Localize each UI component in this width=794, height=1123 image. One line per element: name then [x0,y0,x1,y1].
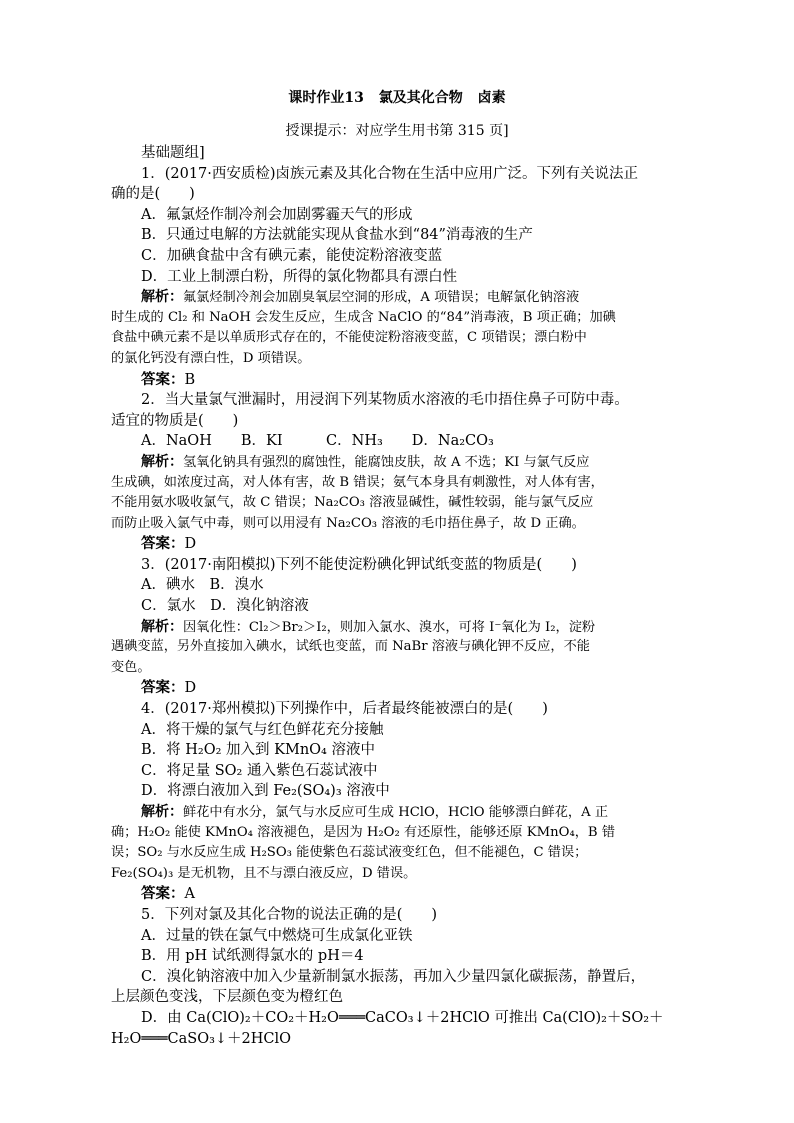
answer-label: 答案： [141,679,185,697]
line-text: 食盐中碘元素不是以单质形式存在的，不能使淀粉溶液变蓝，C 项错误；漂白粉中 [111,330,587,346]
line-text: H₂O═══CaSO₃↓＋2HClO [111,1030,292,1047]
text-line [111,596,685,617]
line-text: A．氟氯烃作制冷剂会加剧雾霾天气的形成 [141,206,413,223]
line-text: D．工业上制漂白粉，所得的氯化物都具有漂白性 [141,268,458,285]
text-line [111,246,685,267]
text-line [111,946,685,967]
line-text: 遇碘变蓝，另外直接加入碘水，试纸也变蓝，而 NaBr 溶液与碘化钾不反应，不能 [111,639,590,655]
text-line [111,905,685,926]
text-line [111,308,685,329]
answer-label: 答案： [141,535,185,553]
line-text: 时生成的 Cl₂ 和 NaOH 会发生反应，生成含 NaClO 的“84”消毒液，B 项正确；加碘 [111,309,616,325]
answer-label: 答案： [141,370,185,388]
text-line [111,534,685,555]
text-line [111,926,685,947]
line-text: 5．下列对氯及其化合物的说法正确的是( ) [141,906,438,923]
text-line [111,205,685,226]
text-line [111,287,685,308]
explanation-label: 解析： [141,804,183,820]
explanation-label: 解析： [141,618,183,635]
line-text: 鲜花中有水分，氯气与水反应可生成 HClO，HClO 能够漂白鲜花，A 正 [183,805,609,820]
text-line [111,678,685,699]
title-assignment: 课时作业13 [288,90,364,106]
line-text: 氟氯烃制冷剂会加剧臭氧层空洞的形成，A 项错误；电解氯化钠溶液 [183,290,580,306]
text-line [111,740,685,761]
text-line [111,658,685,679]
line-text: C．溴化钠溶液中加入少量新制氯水振荡，再加入少量四氯化碳振荡，静置后， [141,968,646,985]
text-line [111,390,685,411]
line-text: C．加碘食盐中含有碘元素，能使淀粉溶液变蓝 [141,247,443,264]
text-line [111,514,685,535]
explanation-label: 解析： [141,289,183,306]
line-text: A．NaOH B．KI C．NH₃ D．Na₂CO₃ [141,433,494,450]
text-line [111,452,685,473]
text-line [111,555,685,576]
text-line [111,411,685,432]
text-line [111,1008,685,1029]
text-line [111,823,685,844]
text-line [111,843,685,864]
text-line [111,802,685,823]
line-text: C．氯水 D．溴化钠溶液 [141,598,309,615]
line-text: A．过量的铁在氯气中燃烧可生成氯化亚铁 [141,927,413,944]
answer-label: 答案： [141,885,185,903]
line-text: D [184,536,197,553]
line-text: B．只通过电解的方法就能实现从食盐水到“84”消毒液的生产 [141,227,533,244]
text-line [111,884,685,905]
text-line [111,720,685,741]
text-line [111,143,685,164]
title-topic: 氯及其化合物 [378,90,463,106]
line-text: 生成碘，如浓度过高，对人体有害，故 B 错误；氨气本身具有刺激性，对人体有害， [111,474,604,490]
text-line [111,699,685,720]
line-text: 上层颜色变浅，下层颜色变为橙红色 [111,989,343,1006]
text-line [111,987,685,1008]
text-line [111,967,685,988]
text-line [111,575,685,596]
text-line [111,473,685,494]
line-text: D．由 Ca(ClO)₂＋CO₂＋H₂O═══CaCO₃↓＋2HClO 可推出 Ca(ClO)₂＋SO₂＋ [141,1009,664,1026]
text-line [111,267,685,288]
line-text: 误；SO₂ 与水反应生成 H₂SO₃ 能使紫色石蕊试液变红色，但不能褪色，C 错误； [111,845,588,861]
text-line [111,493,685,514]
text-line [111,349,685,370]
line-text: D．将漂白液加入到 Fe₂(SO₄)₃ 溶液中 [141,783,390,800]
text-line [111,225,685,246]
question-content [111,143,685,1049]
line-text: 适宜的物质是( ) [111,412,239,429]
text-line [111,431,685,452]
line-text: 确；H₂O₂ 能使 KMnO₄ 溶液褪色，是因为 H₂O₂ 有还原性，能够还原 KMnO₄，B 错 [111,824,616,840]
line-text: 的氯化钙没有漂白性，D 项错误。 [111,350,311,366]
line-text: 不能用氨水吸收氯气，故 C 错误；Na₂CO₃ 溶液显碱性，碱性较弱，能与氯气反应 [111,495,594,511]
line-text: C．将足量 SO₂ 通入紫色石蕊试液中 [141,762,378,779]
text-line [111,617,685,638]
line-text: 1．(2017·西安质检)卤族元素及其化合物在生活中应用广泛。下列有关说法正 [141,165,639,182]
text-line [111,1029,685,1050]
line-text: 因氧化性：Cl₂＞Br₂＞I₂，则加入氯水、溴水，可将 I⁻氧化为 I₂，淀粉 [183,619,596,635]
line-text: 变色。 [111,659,151,675]
line-text: A [184,886,195,903]
line-text: B．用 pH 试纸测得氯水的 pH＝4 [141,948,364,965]
text-line [111,864,685,885]
line-text: 3．(2017·南阳模拟)下列不能使淀粉碘化钾试纸变蓝的物质是( ) [141,556,577,573]
line-text: 氢氧化钠具有强烈的腐蚀性，能腐蚀皮肤，故 A 不选；KI 与氯气反应 [183,454,590,470]
line-text: A．将干燥的氯气与红色鲜花充分接触 [141,721,384,738]
page-title [0,87,794,107]
text-line [111,184,685,205]
teaching-hint: 授课提示：对应学生用书第 315 页] [285,123,509,139]
line-text: B [184,371,196,388]
line-text: D [184,680,197,697]
text-line [111,781,685,802]
line-text: 4．(2017·郑州模拟)下列操作中，后者最终能被漂白的是( ) [141,701,548,718]
text-line [111,637,685,658]
text-line [111,164,685,185]
explanation-label: 解析： [141,453,183,470]
line-text: 2．当大量氯气泄漏时，用浸润下列某物质水溶液的毛巾捂住鼻子可防中毒。 [141,392,629,409]
title-subtopic: 卤素 [477,90,506,106]
line-text: 基础题组] [141,145,205,161]
text-line [111,328,685,349]
line-text: 确的是( ) [111,186,195,203]
text-line [111,370,685,391]
line-text: 而防止吸入氯气中毒，则可以用浸有 Na₂CO₃ 溶液的毛巾捂住鼻子，故 D 正确。 [111,515,585,531]
line-text: A．碘水 B．溴水 [141,577,264,594]
text-line [111,761,685,782]
line-text: B．将 H₂O₂ 加入到 KMnO₄ 溶液中 [141,742,375,759]
line-text: Fe₂(SO₄)₃ 是无机物，且不与漂白液反应，D 错误。 [111,865,417,881]
